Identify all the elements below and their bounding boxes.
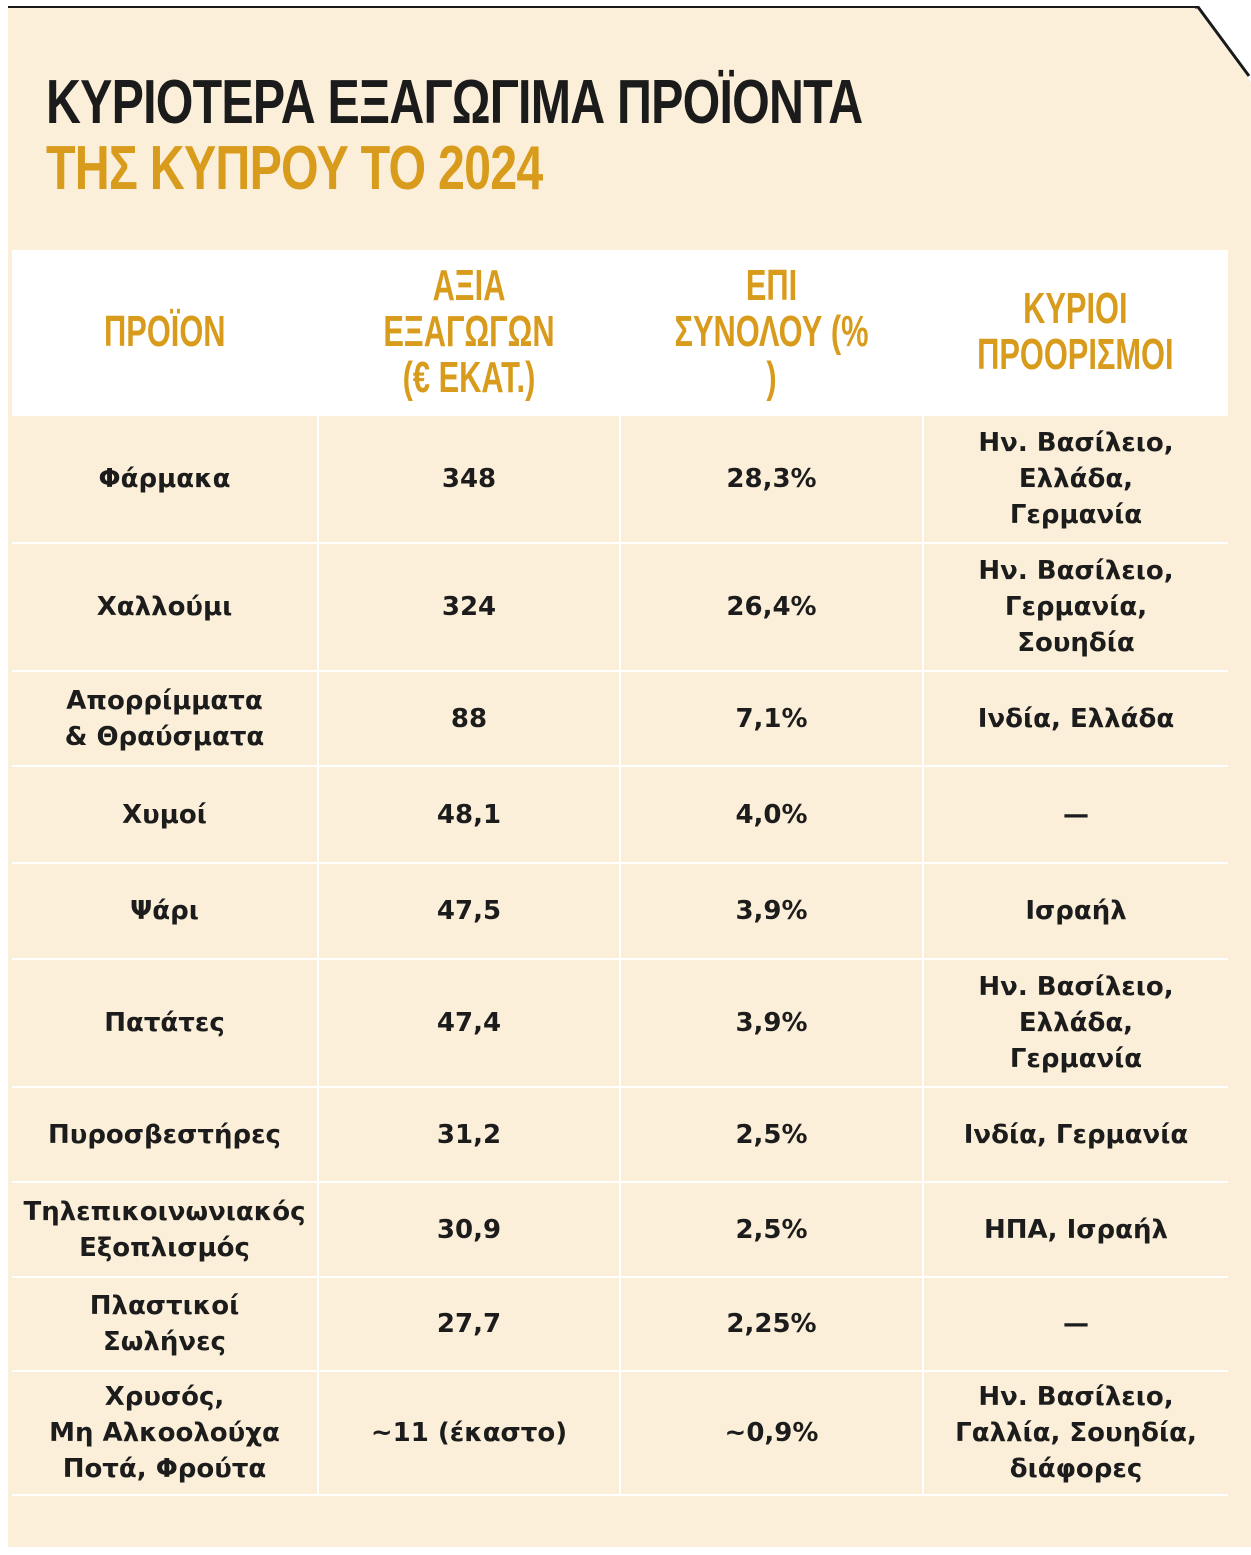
cell-product: Πλαστικοί Σωλήνες [12, 1277, 318, 1371]
cell-export-value: 324 [318, 543, 620, 671]
column-header-label: ΠΡΟΪΟΝ [104, 307, 226, 356]
cell-share: 2,5% [620, 1182, 923, 1277]
cell-share: 2,25% [620, 1277, 923, 1371]
table-row [12, 766, 1228, 863]
table-row [12, 671, 1228, 766]
table-row [12, 1087, 1228, 1182]
cell-product: Χυμοί [12, 766, 318, 863]
table-header-row [12, 250, 1228, 415]
cell-destinations: Ινδία, Γερμανία [923, 1087, 1228, 1182]
cell-export-value: 31,2 [318, 1087, 620, 1182]
cell-export-value: 348 [318, 415, 620, 543]
cell-share: 7,1% [620, 671, 923, 766]
cell-export-value: 48,1 [318, 766, 620, 863]
table-row [12, 959, 1228, 1087]
cell-destinations: Ην. Βασίλειο, Ελλάδα, Γερμανία [923, 959, 1228, 1087]
cell-export-value: 88 [318, 671, 620, 766]
top-border-line [8, 6, 1198, 8]
cell-destinations: Ην. Βασίλειο, Γερμανία, Σουηδία [923, 543, 1228, 671]
cell-product: Ψάρι [12, 863, 318, 959]
cell-share: 3,9% [620, 863, 923, 959]
table-row [12, 1277, 1228, 1371]
column-header-label: ΕΠΙ ΣΥΝΟΛΟΥ (% ) [674, 261, 869, 402]
cell-destinations: ΗΠΑ, Ισραήλ [923, 1182, 1228, 1277]
page-title [46, 70, 862, 202]
cell-share: 2,5% [620, 1087, 923, 1182]
cell-destinations: Ην. Βασίλειο, Ελλάδα, Γερμανία [923, 415, 1228, 543]
cell-product: Φάρμακα [12, 415, 318, 543]
cell-export-value: ~11 (έκαστο) [318, 1371, 620, 1495]
table-row [12, 1182, 1228, 1277]
cell-destinations: — [923, 766, 1228, 863]
column-header-label: ΑΞΙΑ ΕΞΑΓΩΓΩΝ (€ ΕΚΑΤ.) [383, 261, 555, 402]
cell-share: 26,4% [620, 543, 923, 671]
cell-share: 4,0% [620, 766, 923, 863]
column-header-label: ΚΥΡΙΟΙ ΠΡΟΟΡΙΣΜΟΙ [977, 284, 1174, 379]
cell-product: Πυροσβεστήρες [12, 1087, 318, 1182]
cell-product: Πατάτες [12, 959, 318, 1087]
cell-product: Απορρίμματα & Θραύσματα [12, 671, 318, 766]
table-body [12, 415, 1228, 1495]
cell-share: 28,3% [620, 415, 923, 543]
table-row [12, 415, 1228, 543]
cell-export-value: 47,5 [318, 863, 620, 959]
cell-share: ~0,9% [620, 1371, 923, 1495]
column-header-destinations [923, 250, 1228, 415]
table-row [12, 1371, 1228, 1495]
table-row [12, 543, 1228, 671]
cell-destinations: Ινδία, Ελλάδα [923, 671, 1228, 766]
cell-share: 3,9% [620, 959, 923, 1087]
column-header-share [620, 250, 923, 415]
corner-fold-icon [1195, 6, 1251, 82]
title-line-1: ΚΥΡΙΟΤΕΡΑ ΕΞΑΓΩΓΙΜΑ ΠΡΟΪΟΝΤΑ [46, 68, 863, 137]
cell-export-value: 27,7 [318, 1277, 620, 1371]
column-header-value [318, 250, 620, 415]
title-line-2: ΤΗΣ ΚΥΠΡΟΥ ΤΟ 2024 [46, 134, 543, 203]
cell-destinations: — [923, 1277, 1228, 1371]
cell-product: Χρυσός, Μη Αλκοολούχα Ποτά, Φρούτα [12, 1371, 318, 1495]
cell-destinations: Ην. Βασίλειο, Γαλλία, Σουηδία, διάφορες [923, 1371, 1228, 1495]
cell-destinations: Ισραήλ [923, 863, 1228, 959]
column-header-product [12, 250, 318, 415]
exports-table [12, 250, 1228, 1496]
table-row [12, 863, 1228, 959]
cell-product: Χαλλούμι [12, 543, 318, 671]
cell-product: Τηλεπικοινωνιακός Εξοπλισμός [12, 1182, 318, 1277]
cell-export-value: 47,4 [318, 959, 620, 1087]
cell-export-value: 30,9 [318, 1182, 620, 1277]
